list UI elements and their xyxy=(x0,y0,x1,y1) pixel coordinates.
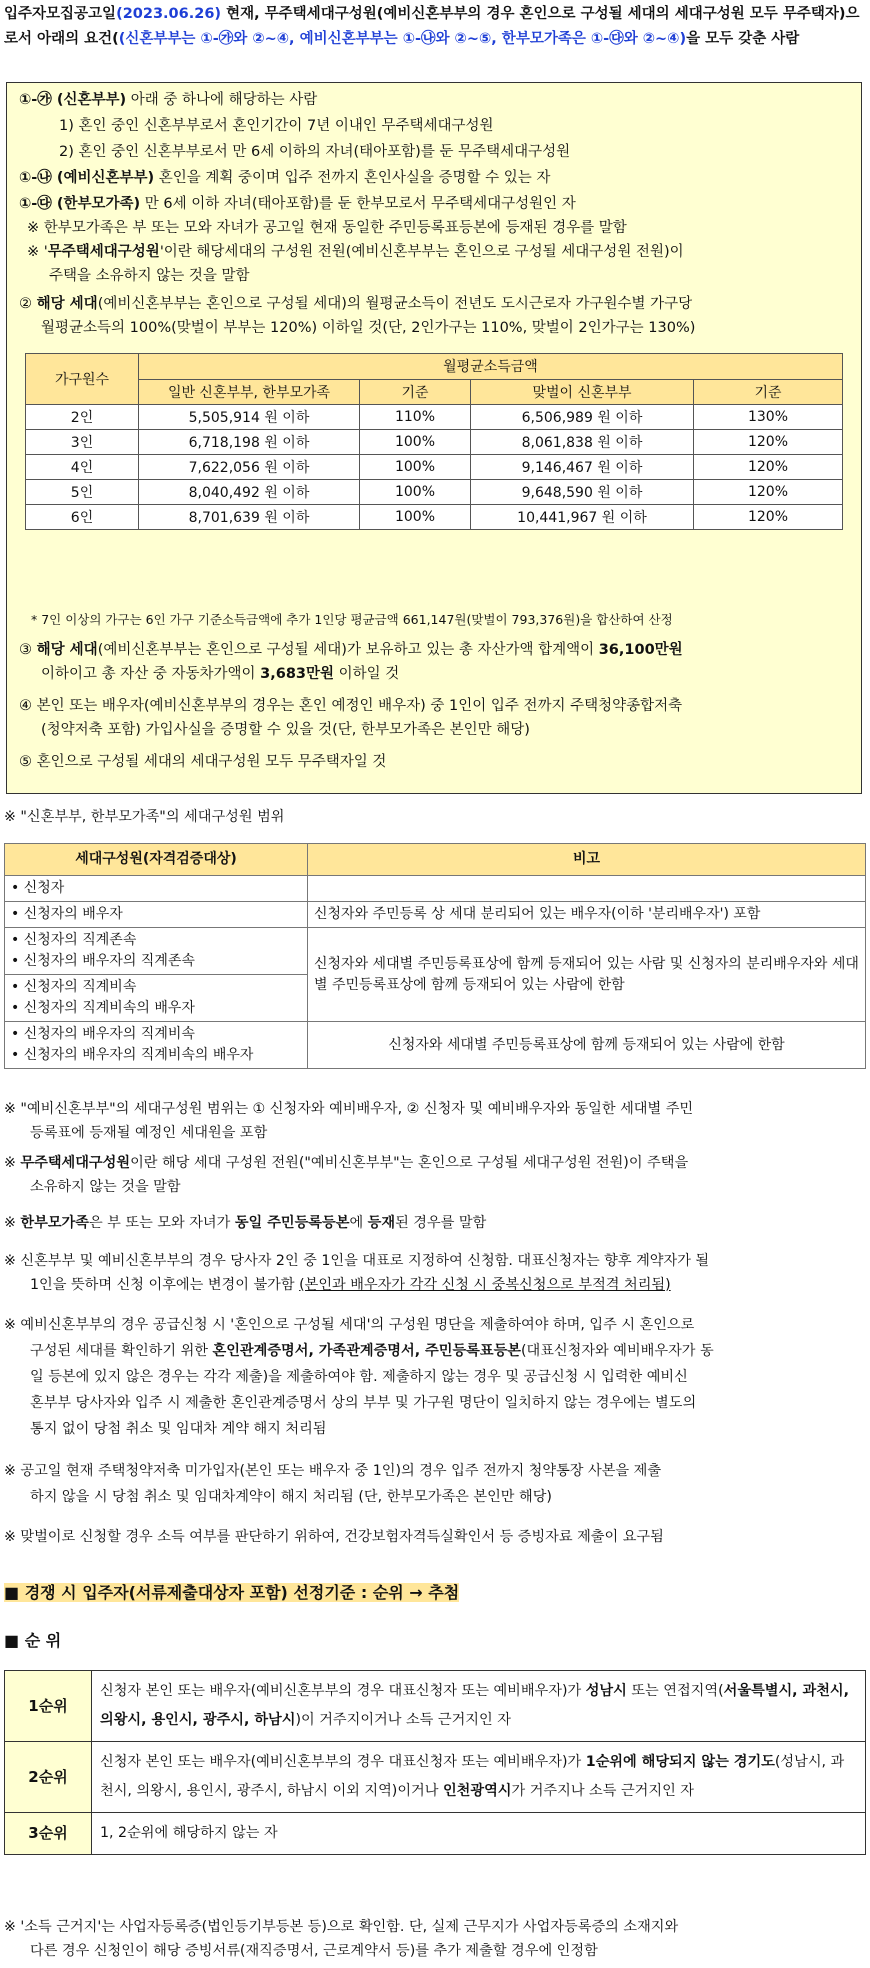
col-header-remark: 비고 xyxy=(308,844,866,876)
note-dual-income: ※ 맞벌이로 신청할 경우 소득 여부를 판단하기 위하여, 건강보험자격득실확인서 등 증빙자료 제출이 요구됨 xyxy=(4,1529,664,1545)
table-cell xyxy=(5,1022,308,1069)
criterion-3-text2: 이하이고 총 자산 중 자동차가액이 xyxy=(41,666,261,682)
intro-tail: 을 모두 갖춘 사람 xyxy=(686,31,800,47)
note-representative-cont xyxy=(30,1274,671,1297)
criterion-3-tail: 이하일 것 xyxy=(334,666,400,682)
table-row xyxy=(5,902,866,928)
table-cell: 9,648,590 원 이하 xyxy=(471,480,694,505)
income-base-note-cont: 다른 경우 신청인이 해당 증빙서류(재직증명서, 근로계약서 등)를 추가 제출할 경우에 인정함 xyxy=(30,1943,598,1959)
note-prefix: ※ ' xyxy=(27,244,48,260)
rank-heading: ■ 순 위 xyxy=(4,1631,62,1650)
col-header-income: 월평균소득금액 xyxy=(139,354,843,380)
asset-limit: 36,100만원 xyxy=(598,642,683,658)
table-cell: 120% xyxy=(694,480,843,505)
table-cell: 5,505,914 원 이하 xyxy=(139,405,360,430)
criterion-2-cont: 월평균소득의 100%(맞벌이 부부는 120%) 이하일 것(단, 2인가구는 110%, 맞벌이 2인가구는 130%) xyxy=(41,320,696,336)
income-table-note: * 7인 이상의 가구는 6인 가구 기준소득금액에 추가 1인당 평균금액 661,147원(맞벌이 793,376원)을 합산하여 산정 xyxy=(31,612,673,627)
single-parent-note: ※ 한부모가족은 부 또는 모와 자녀가 공고일 현재 동일한 주민등록표등본에 등재된 경우를 말함 xyxy=(27,220,627,236)
criterion-1a-label: ①-㉮ (신혼부부) xyxy=(19,92,127,108)
table-cell: 9,146,467 원 이하 xyxy=(471,455,694,480)
rank-text: 신청자 본인 또는 배우자(예비신혼부부의 경우 대표신청자 또는 예비배우자)가 xyxy=(100,1754,586,1770)
intro-body: 현재, 무주택세대구성원(예비신혼부부의 경우 혼인으로 구성될 세대의 세대구성원 모두 무주택자)으로서 아래의 요건( xyxy=(4,6,860,47)
intro-lead: 입주자모집공고일 xyxy=(4,6,117,22)
note-prebride-docs-l5: 통지 없이 당첨 취소 및 임대차 계약 해지 처리됨 xyxy=(30,1421,327,1437)
rank-text: 신청자 본인 또는 배우자(예비신혼부부의 경우 대표신청자 또는 예비배우자)가 xyxy=(100,1683,586,1699)
eligibility-box xyxy=(6,82,862,794)
criterion-5: ⑤ 혼인으로 구성될 세대의 세대구성원 모두 무주택자일 것 xyxy=(19,754,387,770)
criterion-3-number: ③ xyxy=(19,642,37,658)
criterion-3-term: 해당 세대 xyxy=(36,642,98,658)
table-cell: 6인 xyxy=(26,505,139,530)
criterion-2-text: (예비신혼부부는 혼인으로 구성될 세대)의 월평균소득이 전년도 도시근로자 가구원수별 가구당 xyxy=(97,296,693,312)
note-term: 무주택세대구성원 xyxy=(20,1155,131,1171)
table-row xyxy=(5,1742,866,1813)
criterion-1a-item1: 1) 혼인 중인 신혼부부로서 혼인기간이 7년 이내인 무주택세대구성원 xyxy=(59,118,494,134)
homeless-member-note-cont: 주택을 소유하지 않는 것을 말함 xyxy=(49,268,250,284)
criterion-1b-text: 혼인을 계획 중이며 입주 전까지 혼인사실을 증명할 수 있는 자 xyxy=(154,170,551,186)
rank-desc xyxy=(92,1742,866,1813)
note-text: 구성된 세대를 확인하기 위한 xyxy=(30,1343,213,1359)
member-line: • 신청자의 배우자의 직계존속 xyxy=(11,953,195,969)
note-term: 한부모가족 xyxy=(20,1215,89,1231)
table-cell: 3인 xyxy=(26,430,139,455)
note-single-parent: ※ 한부모가족은 부 또는 모와 자녀가 동일 주민등록등본에 등재된 경우를 말함 xyxy=(4,1215,487,1231)
table-cell: 110% xyxy=(360,405,471,430)
criterion-4-cont: (청약저축 포함) 가입사실을 증명할 수 있을 것(단, 한부모가족은 본인만 해당) xyxy=(41,722,530,738)
member-line: • 신청자의 배우자의 직계비속 xyxy=(11,1026,195,1042)
car-limit: 3,683만원 xyxy=(260,666,335,682)
note-text: (대표신청자와 예비배우자가 동 xyxy=(520,1343,714,1359)
table-cell: 8,061,838 원 이하 xyxy=(471,430,694,455)
income-table xyxy=(25,353,843,530)
selection-heading xyxy=(4,1580,459,1603)
criterion-3-text: (예비신혼부부는 혼인으로 구성될 세대)가 보유하고 있는 총 자산가액 합계액이 xyxy=(97,642,599,658)
col-header-household-size: 가구원수 xyxy=(26,354,139,405)
homeless-member-note xyxy=(27,241,684,263)
criterion-1c xyxy=(19,193,576,215)
criterion-3-cont xyxy=(41,663,399,685)
table-cell: 2인 xyxy=(26,405,139,430)
table-row xyxy=(26,480,843,505)
col-header-dual-income: 맞벌이 신혼부부 xyxy=(471,379,694,405)
criterion-1b xyxy=(19,167,550,189)
rank-bold: 인천광역시 xyxy=(442,1783,512,1799)
note-homeless: ※ 무주택세대구성원이란 해당 세대 구성원 전원("예비신혼부부"는 혼인으로 구성될 세대구성원 전원)이 주택을 xyxy=(4,1155,689,1171)
note-homeless-cont: 소유하지 않는 것을 말함 xyxy=(30,1179,181,1195)
criterion-1c-text: 만 6세 이하 자녀(태아포함)를 둔 한부모로서 무주택세대구성원인 자 xyxy=(140,196,576,212)
note-text: 은 부 또는 모와 자녀가 xyxy=(88,1215,235,1231)
rank-text: 가 거주지나 소득 근거지인 자 xyxy=(511,1783,694,1799)
note-prebride-scope-cont: 등록표에 등재될 예정인 세대원을 포함 xyxy=(30,1125,268,1141)
table-cell: 신청자와 주민등록 상 세대 분리되어 있는 배우자(이하 '분리배우자') 포함 xyxy=(308,902,866,928)
criterion-2-term: 해당 세대 xyxy=(36,296,98,312)
note-term: 동일 주민등록등본 xyxy=(234,1215,350,1231)
criterion-1a-text: 아래 중 하나에 해당하는 사람 xyxy=(126,92,318,108)
table-row xyxy=(26,430,843,455)
note-text: 1인을 뜻하며 신청 이후에는 변경이 불가함 xyxy=(30,1277,300,1293)
rank-text: 또는 연접지역( xyxy=(626,1683,724,1699)
table-cell: 100% xyxy=(360,430,471,455)
col-header-member: 세대구성원(자격검증대상) xyxy=(5,844,308,876)
rank-table xyxy=(4,1670,866,1855)
member-line: • 신청자의 배우자의 직계비속의 배우자 xyxy=(11,1047,254,1063)
selection-heading-text: ■ 경쟁 시 입주자(서류제출대상자 포함) 선정기준 : 순위 → 추첨 xyxy=(4,1583,460,1602)
rank-desc: 1, 2순위에 해당하지 않는 자 xyxy=(92,1813,866,1855)
table-cell: 신청자와 세대별 주민등록표상에 함께 등재되어 있는 사람 및 신청자의 분리배우자와 세대별 주민등록표상에 함께 등재되어 있는 사람에 한함 xyxy=(308,928,866,1022)
table-cell: 6,718,198 원 이하 xyxy=(139,430,360,455)
note-representative: ※ 신혼부부 및 예비신혼부부의 경우 당사자 2인 중 1인을 대표로 지정하여 신청함. 대표신청자는 향후 계약자가 될 xyxy=(4,1253,710,1269)
note-prebride-docs-l3: 일 등본에 있지 않은 경우는 각각 제출)을 제출하여야 함. 제출하지 않는 경우 및 공급신청 시 입력한 예비신 xyxy=(30,1369,688,1385)
table-cell xyxy=(5,928,308,975)
note-prebride-docs-l4: 혼부부 당사자와 입주 시 제출한 혼인관계증명서 상의 부부 및 가구원 명단이 일치하지 않는 경우에는 별도의 xyxy=(30,1395,697,1411)
criterion-2 xyxy=(19,293,692,315)
income-base-note: ※ '소득 근거지'는 사업자등록증(법인등기부등본 등)으로 확인함. 단, 실제 근무지가 사업자등록증의 소재지와 xyxy=(4,1919,679,1935)
member-line: • 신청자의 직계존속 xyxy=(11,932,137,948)
rank-bold: 1순위에 해당되지 않는 경기도 xyxy=(585,1754,775,1770)
criterion-4: ④ 본인 또는 배우자(예비신혼부부의 경우는 혼인 예정인 배우자) 중 1인이 입주 전까지 주택청약종합저축 xyxy=(19,698,683,714)
col-header-ratio1: 기준 xyxy=(360,379,471,405)
criterion-2-number: ② xyxy=(19,296,37,312)
table-row xyxy=(5,1671,866,1742)
rank-label: 3순위 xyxy=(5,1813,92,1855)
rank-label: 2순위 xyxy=(5,1742,92,1813)
note-prebride-scope: ※ "예비신혼부부"의 세대구성원 범위는 ① 신청자와 예비배우자, ② 신청자 및 예비배우자와 동일한 세대별 주민 xyxy=(4,1101,694,1117)
col-header-ratio2: 기준 xyxy=(694,379,843,405)
rank-label: 1순위 xyxy=(5,1671,92,1742)
table-cell: 8,701,639 원 이하 xyxy=(139,505,360,530)
table-cell: 신청자와 세대별 주민등록표상에 함께 등재되어 있는 사람에 한함 xyxy=(308,1022,866,1069)
table-cell xyxy=(308,876,866,902)
table-row xyxy=(26,455,843,480)
table-cell: 100% xyxy=(360,455,471,480)
table-cell xyxy=(5,975,308,1022)
table-cell: 6,506,989 원 이하 xyxy=(471,405,694,430)
table-row xyxy=(5,1022,866,1069)
table-cell: 120% xyxy=(694,455,843,480)
criterion-1a xyxy=(19,89,317,111)
rank-desc xyxy=(92,1671,866,1742)
member-line: • 신청자의 직계비속 xyxy=(11,979,137,995)
table-cell: 4인 xyxy=(26,455,139,480)
criterion-1a-item2: 2) 혼인 중인 신혼부부로서 만 6세 이하의 자녀(태아포함)를 둔 무주택세대구성원 xyxy=(59,144,571,160)
table-cell: 5인 xyxy=(26,480,139,505)
table-row xyxy=(5,928,866,975)
criterion-1c-label: ①-㉰ (한부모가족) xyxy=(19,196,141,212)
table-cell: 130% xyxy=(694,405,843,430)
note-warning: (본인과 배우자가 각각 신청 시 중복신청으로 부적격 처리됨) xyxy=(299,1277,671,1293)
rank-text: (성남시, 과천시, 의왕시, 용인시, 광주시, 하남시 이외 지역)이거나 xyxy=(100,1754,845,1799)
rank-bold: 성남시 xyxy=(585,1683,627,1699)
members-table xyxy=(4,843,866,1069)
note-term: 혼인관계증명서, 가족관계증명서, 주민등록표등본 xyxy=(212,1343,521,1359)
table-row xyxy=(26,405,843,430)
notice-date: (2023.06.26) xyxy=(116,6,222,22)
note-term: 무주택세대구성원 xyxy=(47,244,160,260)
rank-bold: 서울특별시, 과천시, 의왕시, 용인시, 광주시, 하남시 xyxy=(100,1683,850,1728)
member-line: • 신청자의 직계비속의 배우자 xyxy=(11,1000,195,1016)
table-cell: 100% xyxy=(360,505,471,530)
intro-paragraph xyxy=(4,2,866,52)
criterion-1b-label: ①-㉯ (예비신혼부부) xyxy=(19,170,155,186)
col-header-general: 일반 신혼부부, 한부모가족 xyxy=(139,379,360,405)
note-savings-cont: 하지 않을 시 당첨 취소 및 임대차계약이 해지 처리됨 (단, 한부모가족은 본인만 해당) xyxy=(30,1489,552,1505)
table-cell: • 신청자 xyxy=(5,876,308,902)
criterion-3 xyxy=(19,639,683,661)
table-cell: 120% xyxy=(694,505,843,530)
table-cell: • 신청자의 배우자 xyxy=(5,902,308,928)
table-row xyxy=(5,876,866,902)
note-text: 된 경우를 말함 xyxy=(395,1215,487,1231)
members-caption: ※ "신혼부부, 한부모가족"의 세대구성원 범위 xyxy=(4,809,285,825)
note-text: 에 xyxy=(349,1215,368,1231)
note-prebride-docs-l2 xyxy=(30,1340,714,1363)
note-term: 등재 xyxy=(367,1215,396,1231)
table-cell: 8,040,492 원 이하 xyxy=(139,480,360,505)
rank-text: )이 거주지이거나 소득 근거지인 자 xyxy=(295,1712,511,1728)
note-prebride-docs: ※ 예비신혼부부의 경우 공급신청 시 '혼인으로 구성될 세대'의 구성원 명단을 제출하여야 하며, 입주 시 혼인으로 xyxy=(4,1317,695,1333)
table-cell: 10,441,967 원 이하 xyxy=(471,505,694,530)
intro-requirement-combo: (신혼부부는 ①-㉮와 ②~④, 예비신혼부부는 ①-㉯와 ②~⑤, 한부모가족은 ①-㉰와 ②~④) xyxy=(118,31,687,47)
note-body: '이란 해당세대의 구성원 전원(예비신혼부부는 혼인으로 구성될 세대구성원 전원)이 xyxy=(159,244,684,260)
table-row xyxy=(5,1813,866,1855)
table-cell: 7,622,056 원 이하 xyxy=(139,455,360,480)
note-savings: ※ 공고일 현재 주택청약저축 미가입자(본인 또는 배우자 중 1인)의 경우 입주 전까지 청약통장 사본을 제출 xyxy=(4,1463,662,1479)
table-cell: 120% xyxy=(694,430,843,455)
table-cell: 100% xyxy=(360,480,471,505)
table-row xyxy=(26,505,843,530)
note-text: 이란 해당 세대 구성원 전원("예비신혼부부"는 혼인으로 구성될 세대구성원 전원)이 주택을 xyxy=(130,1155,689,1171)
